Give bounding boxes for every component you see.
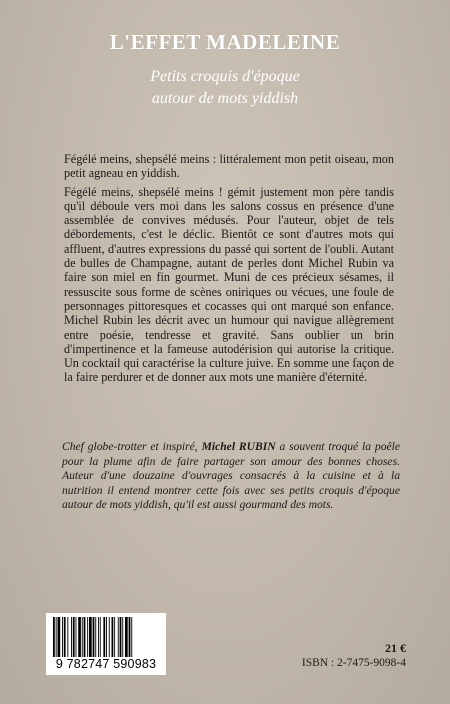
barcode-bar	[78, 617, 81, 657]
barcode-bar	[53, 617, 55, 657]
barcode-bar	[122, 617, 123, 657]
barcode-bar	[56, 617, 57, 657]
barcode-bar	[76, 617, 77, 657]
author-bio-suffix: a souvent troqué la poêle pour la plume afin de faire partager son amour des bonnes choses. Auteur d'une douzaine d'ouvrages consacrés à la cuisine et à la nutrition il entend montrer cette fois avec ses petits croquis d'époque autour de mots yiddish, qu'il est aussi gourmand des mots.	[62, 440, 401, 511]
barcode-bar	[87, 617, 88, 657]
barcode-bar	[100, 617, 101, 657]
barcode-bar	[84, 617, 86, 657]
barcode-bar	[125, 617, 128, 657]
barcode-digits: 9 782747 590983	[55, 657, 157, 671]
barcode-bar	[129, 617, 131, 657]
blurb-text	[64, 152, 394, 385]
barcode-bar	[131, 617, 132, 657]
barcode-bar	[118, 617, 119, 657]
barcode-bar	[120, 617, 122, 657]
barcode-bar	[67, 617, 68, 657]
barcode-bar	[64, 617, 66, 657]
barcode-bar	[58, 617, 61, 657]
author-bio-prefix: Chef globe-trotter et inspiré,	[62, 440, 202, 453]
barcode-bar	[106, 617, 107, 657]
author-bio	[62, 440, 400, 513]
barcode-bar	[103, 617, 105, 657]
subtitle-line-1: Petits croquis d'époque	[150, 68, 300, 85]
isbn-label: ISBN : 2-7475-9098-4	[301, 657, 406, 669]
barcode-bar	[98, 617, 99, 657]
barcode-bar	[114, 617, 115, 657]
book-subtitle	[0, 66, 450, 110]
book-title: L'EFFET MADELEINE	[109, 30, 341, 54]
barcode-bar	[82, 617, 83, 657]
barcode-bar	[93, 617, 95, 657]
barcode	[46, 613, 166, 675]
barcode-bar	[71, 617, 72, 657]
subtitle-line-2: autour de mots yiddish	[151, 90, 299, 107]
barcode-bar	[62, 617, 63, 657]
barcode-bar	[95, 617, 96, 657]
price-label: 21 €	[385, 641, 406, 655]
barcode-bar	[89, 617, 92, 657]
barcode-bars-icon	[52, 617, 160, 657]
blurb-paragraph-1: Fégélé meins, shepsélé meins : littéralement mon petit oiseau, mon petit agneau en yiddish.	[64, 152, 394, 181]
barcode-bar	[109, 617, 110, 657]
author-name: Michel RUBIN	[201, 440, 276, 453]
blurb-paragraph-2: Fégélé meins, shepsélé meins ! gémit justement mon père tandis qu'il déboule vers moi dans les salons cossus en présence d'une assemblée de convives médusés. Pour l'auteur, objet de tels débordements, c'est le déclic. Bientôt ce sont d'autres mots qui affluent, d'autres expressions du passé qui sortent de l'oubli. Autant de bulles de Champagne, autant de perles dont Michel Rubin va faire son miel en fin gourmet. Muni de ces précieux sésames, il ressuscite sous forme de scènes oniriques ou vécues, une foule de personnages pittoresques et cocasses qui ont marqué son enfance. Michel Rubin les décrit avec un humour qui navigue allègrement entre poésie, tendresse et gravité. Sans oublier un brin d'impertinence et la fameuse autodérision qui autorise la critique. Un cocktail qui caractérise la culture juive. En somme une façon de la faire perdurer et de donner aux mots une manière d'éternité.	[64, 184, 394, 385]
barcode-bar	[112, 617, 114, 657]
barcode-bar	[73, 617, 75, 657]
